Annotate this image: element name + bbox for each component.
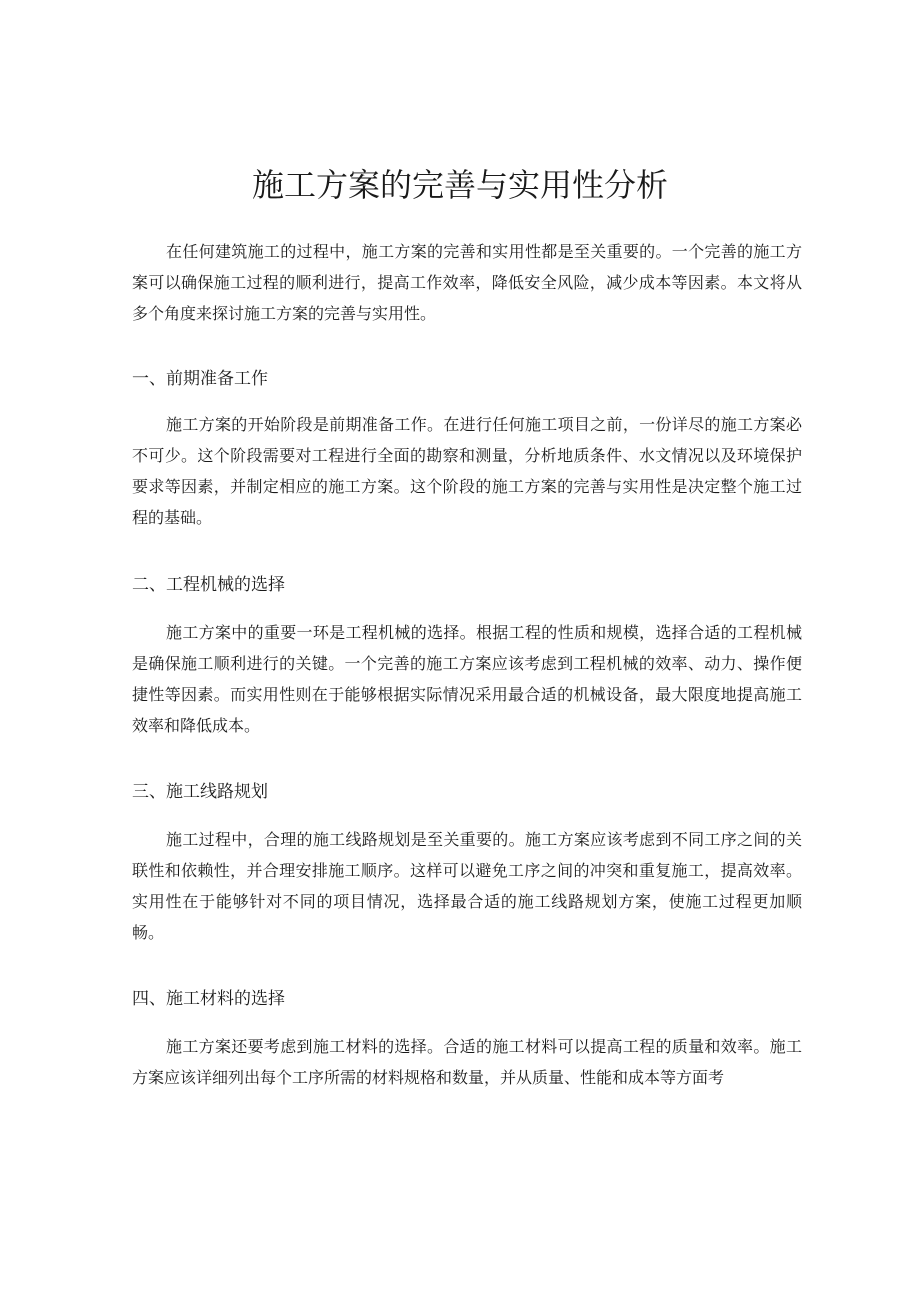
section-heading-4: 四、施工材料的选择: [132, 989, 285, 1009]
section-paragraph-3: 施工过程中，合理的施工线路规划是至关重要的。施工方案应该考虑到不同工序之间的关联性和依赖性，并合理安排施工顺序。这样可以避免工序之间的冲突和重复施工，提高效率。实用性在于能够针对不同的项目情况，选择最合适的施工线路规划方案，使施工过程更加顺畅。: [132, 830, 802, 942]
section-heading-2: 二、工程机械的选择: [132, 575, 285, 595]
section-paragraph-2: 施工方案中的重要一环是工程机械的选择。根据工程的性质和规模，选择合适的工程机械是确保施工顺利进行的关键。一个完善的施工方案应该考虑到工程机械的效率、动力、操作便捷性等因素。而实用性则在于能够根据实际情况采用最合适的机械设备，最大限度地提高施工效率和降低成本。: [132, 623, 802, 735]
section-paragraph-1: 施工方案的开始阶段是前期准备工作。在进行任何施工项目之前，一份详尽的施工方案必不可少。这个阶段需要对工程进行全面的勘察和测量，分析地质条件、水文情况以及环境保护要求等因素，并制定相应的施工方案。这个阶段的施工方案的完善与实用性是决定整个施工过程的基础。: [132, 415, 802, 527]
section-heading-1: 一、前期准备工作: [132, 369, 268, 389]
intro-paragraph: 在任何建筑施工的过程中，施工方案的完善和实用性都是至关重要的。一个完善的施工方案可以确保施工过程的顺利进行，提高工作效率，降低安全风险，减少成本等因素。本文将从多个角度来探讨施工方案的完善与实用性。: [132, 242, 802, 323]
section-heading-3: 三、施工线路规划: [132, 782, 268, 802]
section-paragraph-4: 施工方案还要考虑到施工材料的选择。合适的施工材料可以提高工程的质量和效率。施工方案应该详细列出每个工序所需的材料规格和数量，并从质量、性能和成本等方面考: [132, 1037, 802, 1087]
page-title: 施工方案的完善与实用性分析: [251, 166, 668, 204]
